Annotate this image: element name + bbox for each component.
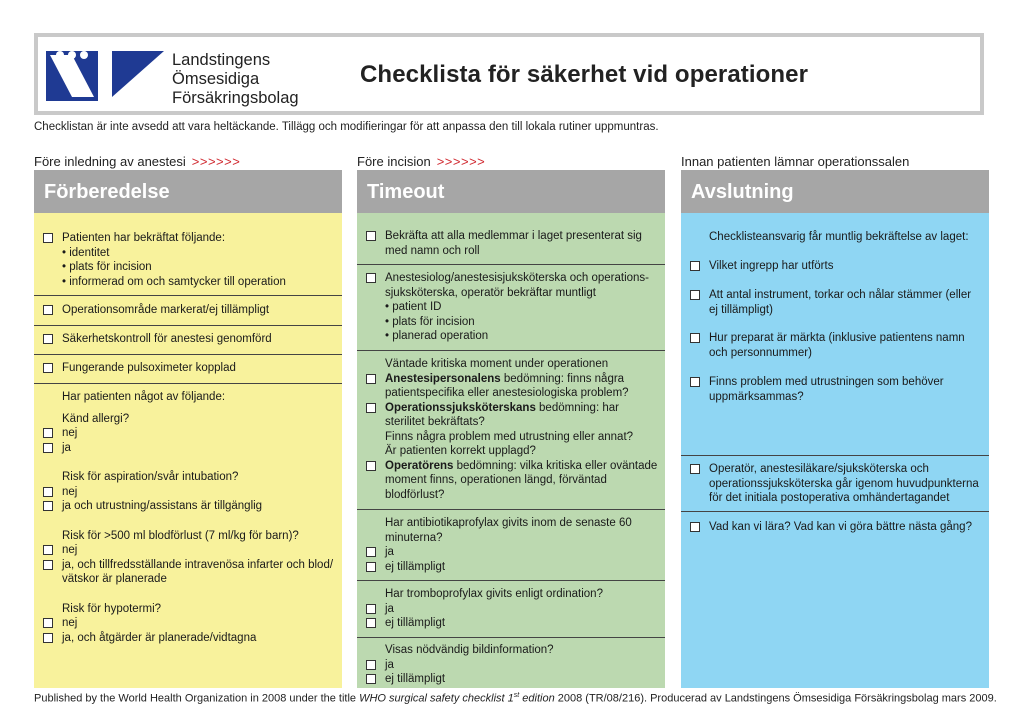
section-risk-questions <box>34 390 342 645</box>
option-text: nej <box>62 544 78 556</box>
option-text: ja, och åtgärder är planerade/vidtagna <box>62 631 257 644</box>
question: Visas nödvändig bildinformation? <box>385 644 554 656</box>
item-text-continued: operationssjuksköterska går igenom huvudpunkterna <box>709 477 979 490</box>
option-text: ja <box>62 441 71 454</box>
checkbox[interactable] <box>43 305 53 315</box>
divider <box>34 383 342 384</box>
phase-arrows-1: >>>>>> <box>191 154 241 169</box>
item-text-continued: och personnummer) <box>709 346 812 359</box>
question-allergy: Känd allergi? <box>62 412 130 425</box>
column-title: Avslutning <box>681 170 989 213</box>
option-text: ej tillämpligt <box>385 617 446 629</box>
section-verbal-confirm <box>357 271 665 344</box>
item-text-continued: Finns några problem med utrustning eller annat? <box>385 430 634 443</box>
option-text: ja, och tillfredsställande intravenösa infarter och blod/ <box>62 558 334 571</box>
checkbox[interactable] <box>43 501 53 511</box>
checkbox[interactable] <box>43 363 53 373</box>
item-text: Finns problem med utrustningen som behöver <box>709 376 944 388</box>
column-body <box>681 213 989 688</box>
bullet: • identitet <box>62 246 110 259</box>
question-hypothermia: Risk för hypotermi? <box>62 602 162 615</box>
checkbox[interactable] <box>43 487 53 497</box>
item-text: Operationsområde markerat/ej tillämpligt <box>62 304 270 316</box>
column-body <box>34 213 342 688</box>
checkbox[interactable] <box>366 231 376 241</box>
question: Har antibiotikaprofylax givits inom de senaste 60 <box>385 517 632 529</box>
item-text-continued: Är patienten korrekt upplagd? <box>385 445 536 457</box>
item-text: Anestesiolog/anestesisjuksköterska och operations- <box>385 272 650 284</box>
section-team-intro <box>357 229 665 258</box>
divider <box>357 350 665 351</box>
checkbox[interactable] <box>690 377 700 387</box>
phase-label-2: Före incision >>>>>> <box>357 154 486 169</box>
role-label: Operationssjuksköterskans <box>385 401 536 414</box>
bullet: • planerad operation <box>385 330 489 342</box>
logo-text: Landstingens Ömsesidiga Försäkringsbolag <box>172 51 299 107</box>
item-text: Hur preparat är märkta (inklusive patientens namn <box>709 332 965 344</box>
role-label: Anestesipersonalens <box>385 372 501 385</box>
item-text-continued: uppmärksammas? <box>709 390 804 403</box>
item-text: Operatör, anestesiläkare/sjuksköterska och <box>709 463 929 475</box>
item-text: Bekräfta att alla medlemmar i laget presenterat sig <box>385 230 642 242</box>
item-text: Säkerhetskontroll för anestesi genomförd <box>62 333 272 345</box>
question: Har tromboprofylax givits enligt ordination? <box>385 588 603 600</box>
section-site-marked <box>34 303 342 318</box>
checkbox[interactable] <box>43 428 53 438</box>
bullet: • plats för incision <box>62 261 152 273</box>
option-text: ej tillämpligt <box>385 560 446 573</box>
bullet: • patient ID <box>385 301 442 313</box>
column-timeout <box>357 170 665 688</box>
checkbox[interactable] <box>366 461 376 471</box>
checkbox[interactable] <box>366 674 376 684</box>
page-title: Checklista för säkerhet vid operationer <box>360 61 809 88</box>
divider <box>357 637 665 638</box>
checkbox[interactable] <box>366 547 376 557</box>
column-title: Timeout <box>357 170 665 213</box>
header-box <box>34 33 984 115</box>
phase-arrows-2: >>>>>> <box>436 154 486 169</box>
logo-icon <box>46 51 164 101</box>
section-heading: Checklisteansvarig får muntlig bekräftelse av laget: <box>709 231 969 243</box>
question-blood-loss: Risk för >500 ml blodförlust (7 ml/kg för barn)? <box>62 529 299 542</box>
item-text: Vad kan vi lära? Vad kan vi göra bättre nästa gång? <box>709 521 972 533</box>
option-text: ej tillämpligt <box>385 673 446 685</box>
checkbox[interactable] <box>690 290 700 300</box>
checkbox[interactable] <box>690 464 700 474</box>
checkbox[interactable] <box>690 333 700 343</box>
checkbox[interactable] <box>366 604 376 614</box>
checkbox[interactable] <box>690 522 700 532</box>
checkbox[interactable] <box>690 261 700 271</box>
item-text: Vilket ingrepp har utförts <box>709 259 834 272</box>
option-text: ja <box>385 546 394 558</box>
section-thromboprophylaxis <box>357 587 665 631</box>
divider <box>681 455 989 456</box>
role-label: Operatörens <box>385 459 454 472</box>
option-text: nej <box>62 427 78 439</box>
question-aspiration: Risk för aspiration/svår intubation? <box>62 471 239 483</box>
phase-label-3: Innan patienten lämnar operationssalen <box>681 154 910 169</box>
section-heading: Väntade kritiska moment under operationen <box>385 358 609 370</box>
item-text: bedömning: har <box>535 401 619 414</box>
bullet: • plats för incision <box>385 315 475 328</box>
section-heading: Har patienten något av följande: <box>62 391 226 403</box>
option-text: ja <box>385 658 394 671</box>
item-text: Att antal instrument, torkar och nålar stämmer (eller <box>709 289 972 301</box>
item-text-continued: för det initiala postoperativa omhändertagandet <box>709 492 950 504</box>
option-text: nej <box>62 617 78 629</box>
column-title: Förberedelse <box>34 170 342 213</box>
question-continued: minuterna? <box>385 531 443 544</box>
section-lessons <box>681 520 989 535</box>
divider <box>34 354 342 355</box>
divider <box>357 509 665 510</box>
item-text-continued: sterilitet bekräftats? <box>385 416 485 428</box>
section-imaging <box>357 643 665 687</box>
checkbox[interactable] <box>366 562 376 572</box>
checkbox[interactable] <box>43 633 53 643</box>
phase-label-1: Före inledning av anestesi >>>>>> <box>34 154 241 169</box>
option-text: ja och utrustning/assistans är tillgänglig <box>62 500 263 512</box>
item-text: Patienten har bekräftat följande: <box>62 232 226 244</box>
footer-credit: Published by the World Health Organization in 2008 under the title WHO surgical safety checklist 1st edition 2008 (TR/08/216). Producerad av Landstingens Ömsesidiga Försäkringsbolag mars 2009. <box>34 692 997 705</box>
section-verbal-confirmation <box>681 230 989 404</box>
checkbox[interactable] <box>43 334 53 344</box>
column-body <box>357 213 665 688</box>
item-text: Fungerande pulsoximeter kopplad <box>62 362 236 374</box>
item-text-continued: blodförlust? <box>385 488 445 501</box>
checkbox[interactable] <box>366 374 376 384</box>
checkbox[interactable] <box>43 618 53 628</box>
section-anesthesia-check <box>34 332 342 347</box>
item-text: bedömning: finns några <box>500 372 625 385</box>
item-text-continued: moment finns, operationen längd, förväntad <box>385 474 607 486</box>
item-text-continued: med namn och roll <box>385 244 480 257</box>
disclaimer-text: Checklistan är inte avsedd att vara heltäckande. Tillägg och modifieringar för att anpassa den till lokala rutiner uppmuntras. <box>34 121 659 133</box>
checkbox[interactable] <box>366 403 376 413</box>
column-forberedelse <box>34 170 342 688</box>
option-text: nej <box>62 485 78 498</box>
divider <box>34 325 342 326</box>
item-text-continued: sjuksköterska, operatör bekräftar muntligt <box>385 286 596 299</box>
option-text: ja <box>385 602 394 615</box>
item-text-continued: patientspecifika eller anestesiologiska problem? <box>385 387 629 399</box>
item-text-continued: ej tillämpligt) <box>709 303 773 316</box>
checkbox[interactable] <box>43 545 53 555</box>
section-pulse-oximeter <box>34 361 342 376</box>
section-patient-confirmed <box>34 231 342 289</box>
bullet: • informerad om och samtycker till operation <box>62 275 286 288</box>
divider <box>357 264 665 265</box>
divider <box>34 295 342 296</box>
section-postoperative <box>681 462 989 506</box>
checkbox[interactable] <box>366 618 376 628</box>
divider <box>357 580 665 581</box>
checkbox[interactable] <box>43 233 53 243</box>
divider <box>681 511 989 512</box>
item-text: bedömning: vilka kritiska eller oväntade <box>453 459 658 472</box>
section-critical-events <box>357 357 665 502</box>
section-antibiotics <box>357 516 665 574</box>
column-avslutning <box>681 170 989 688</box>
checkbox[interactable] <box>43 443 53 453</box>
checkbox[interactable] <box>366 660 376 670</box>
checkbox[interactable] <box>43 560 53 570</box>
option-text-continued: vätskor är planerade <box>62 573 167 585</box>
checkbox[interactable] <box>366 273 376 283</box>
